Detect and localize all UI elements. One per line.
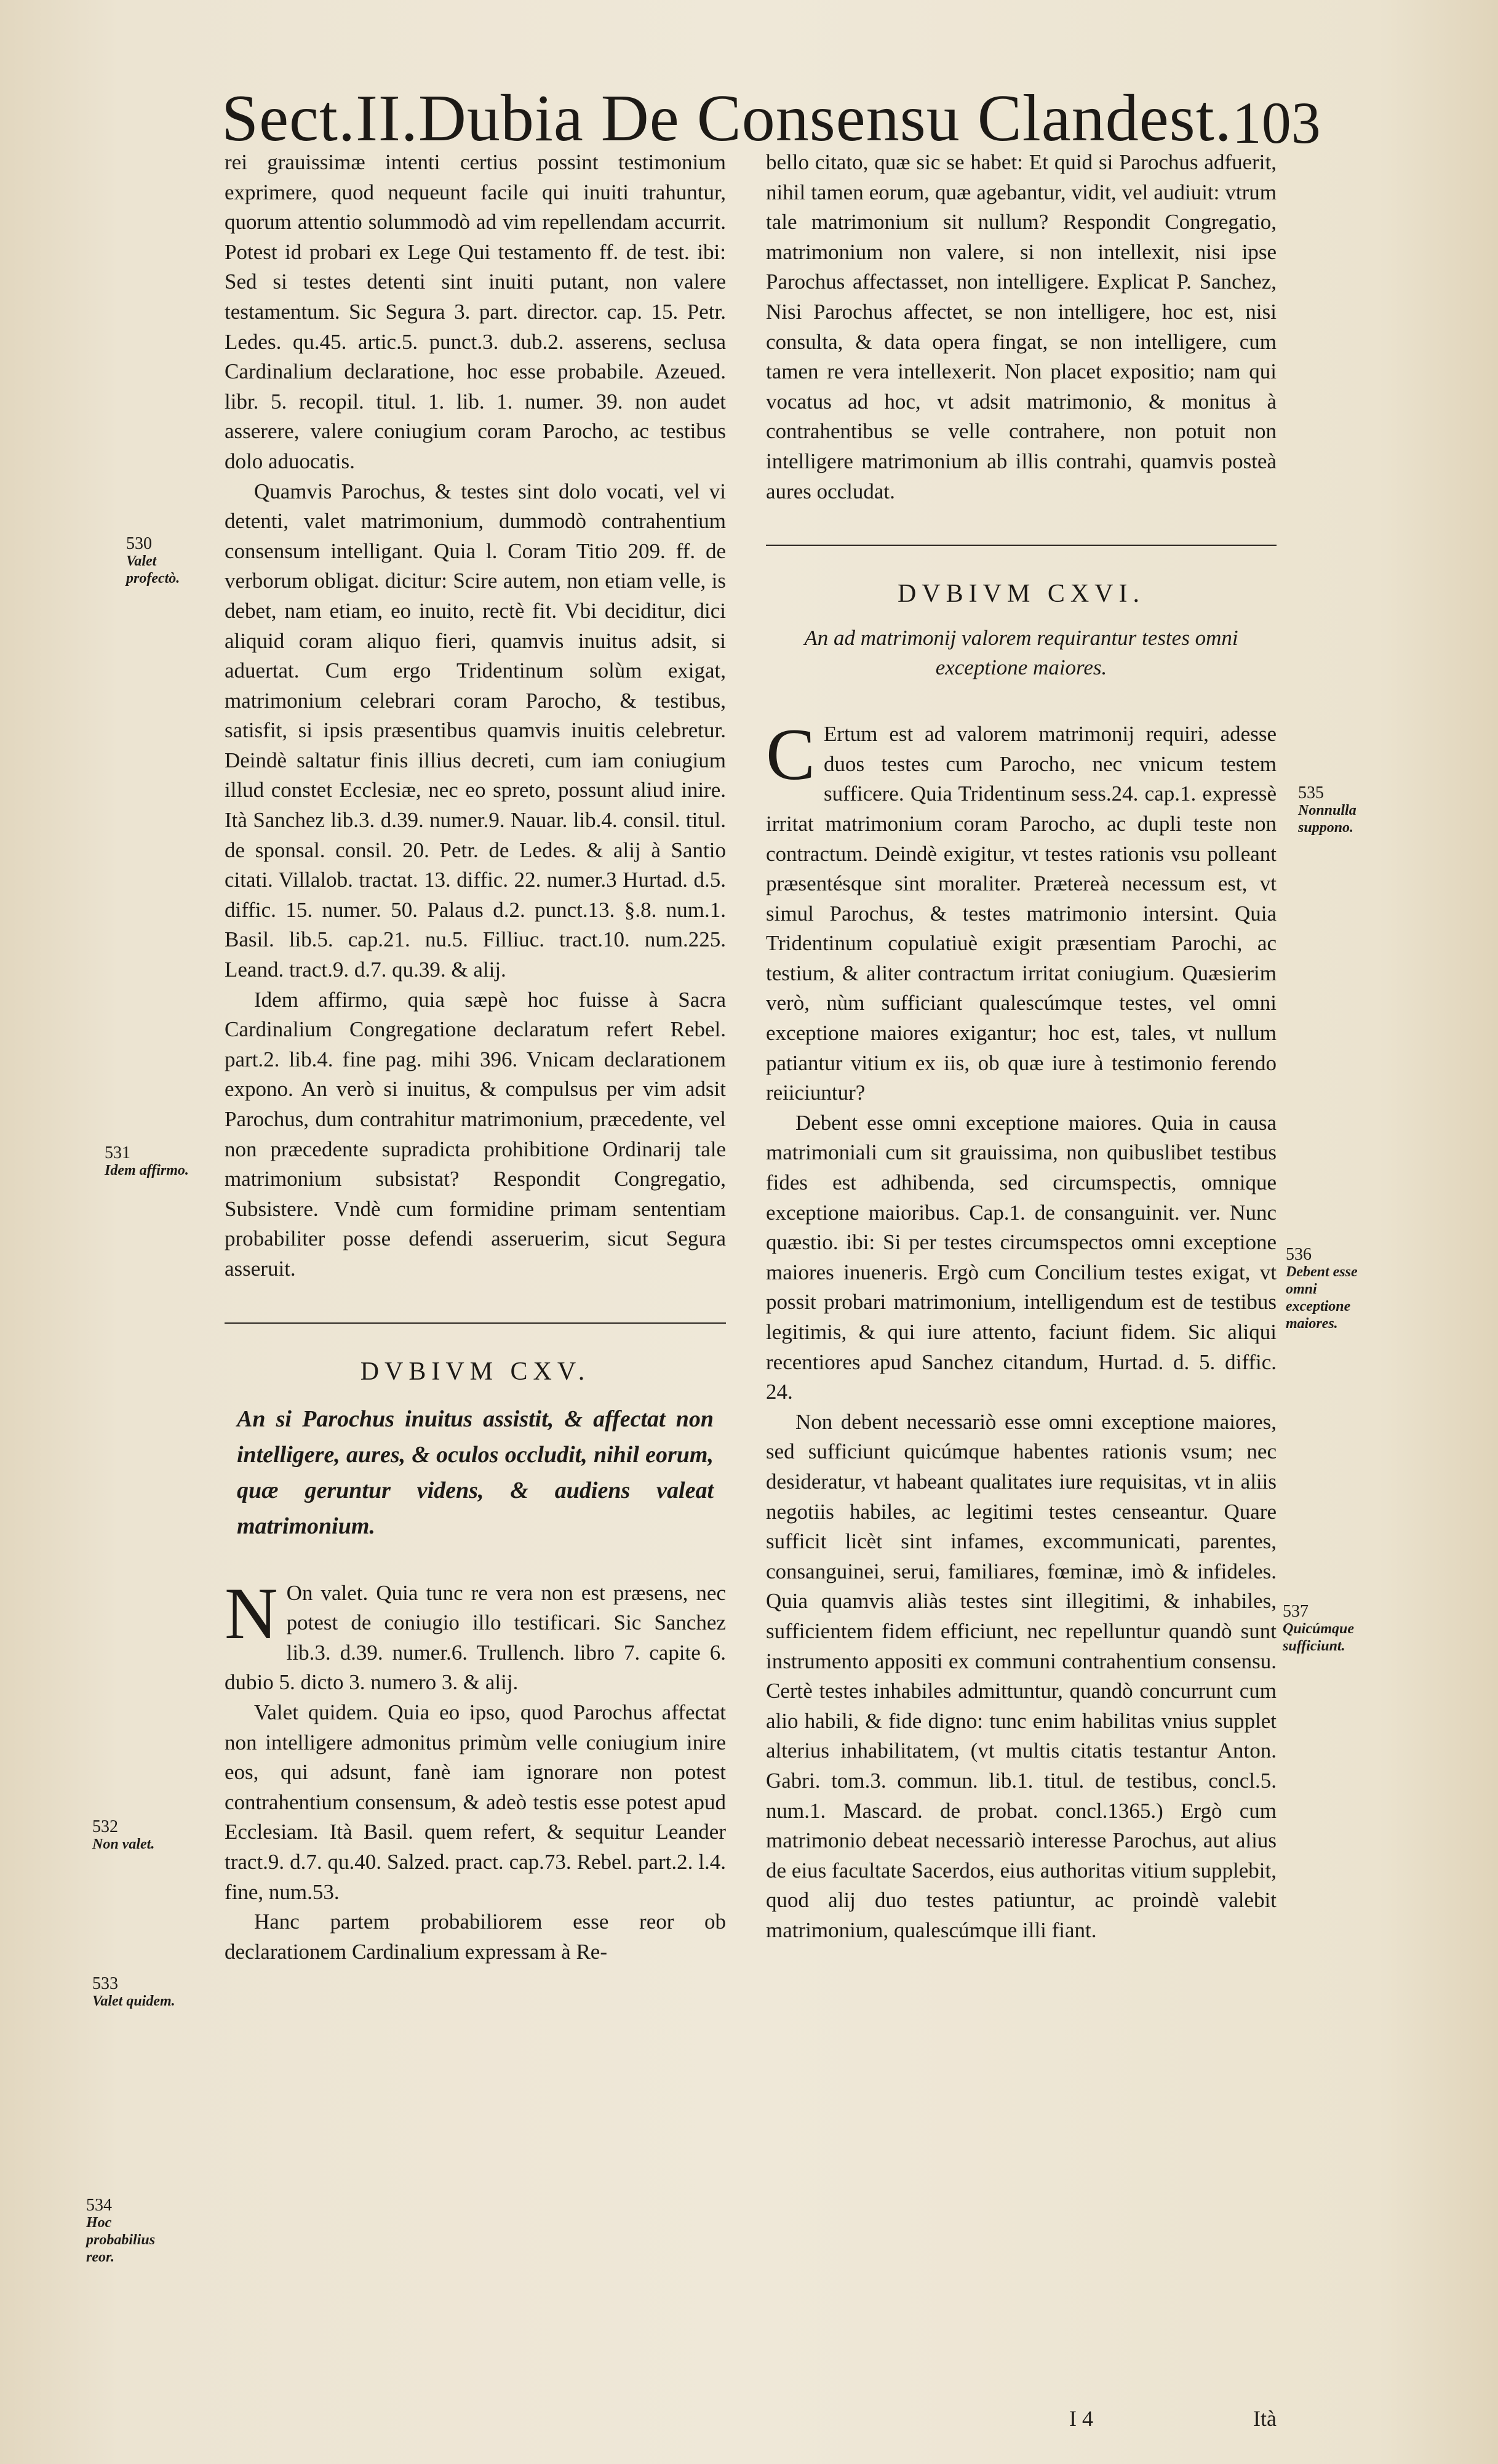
margin-note: 535 Nonnulla suppono.	[1298, 783, 1357, 836]
margin-note: 536 Debent esse omni exceptione maiores.	[1286, 1245, 1358, 1332]
paragraph: bello citato, quæ sic se habet: Et quid si Parochus adfuerit, nihil tamen eorum, quæ agebantur, vidit, vel audiuit: vtrum tale matrimonium sit nullum? Respondit Congregatio, matrimonium non valere, si non intellexit, nisi ipse Parochus affectasset, non intelligere. Explicat P. Sanchez, Nisi Parochus affectet, se non intelligere, hoc est, nisi consulta, & data opera fingat, se non intelligere, cum tamen re vera intellexerit. Non placet expositio; nam qui vocatus ad hoc, vt adsit matrimonio, & monitus à contrahentibus se velle contrahere, non potuit non intelligere matrimonium ab illis contrahi, quamvis posteà aures occludat.	[766, 150, 1277, 503]
left-column	[225, 148, 726, 1967]
page-number: 103	[1232, 90, 1321, 156]
margin-note: 534 Hoc probabilius reor.	[86, 2196, 156, 2265]
paragraph: Non debent necessariò esse omni exceptione maiores, sed sufficiunt quicúmque habentes rationis vsum; nec desideratur, vt habeant qualitates iure requisitas, vt in aliis negotiis habiles, ac legitimi testes censeantur. Quare sufficit licèt sint infames, excommunicati, parentes, consanguinei, serui, familiares, fœminæ, imò & infideles. Quia quamvis aliàs testes sint illegitimi, & inhabiles, sufficientem fidem efficiunt, nec repelluntur quandò sunt instrumento appositi ex communi contrahentium consensu. Certè testes inhabiles admittuntur, quandò concurrunt cum alio habili, & fide digno: tunc enim habilitas vnius supplet alterius inhabilitatem, (vt multis citatis testantur Anton. Gabri. tom.3. commun. lib.1. titul. de testibus, concl.5. num.1. Mascard. de probat. concl.1365.) Ergò cum matrimonio debeat necessariò interesse Parochus, aut alius de eius facultate Sacerdos, eius authoritas vitium supplebit, quod alij duo testes patiuntur, ac proindè valebit matrimonium, qualescúmque illi fiant.	[766, 1409, 1277, 1942]
paragraph	[225, 1572, 726, 1698]
page-footer	[766, 2400, 1277, 2437]
margin-note: 532 Non valet.	[92, 1817, 155, 1852]
paragraph-text: On valet. Quia tunc re vera non est præsens, nec potest de coniugio illo testificari. Sic Sanchez lib.3. d.39. numer.6. Trullench. libro 7. capite 6. dubio 5. dicto 3. numero 3. & alij.	[225, 1580, 726, 1695]
paragraph	[766, 713, 1277, 1108]
paragraph-text: Ertum est ad valorem matrimonij requiri, adesse duos testes cum Parocho, nec vnicum testem sufficere. Quia Tridentinum sess.24. cap.1. expressè irritat matrimonium coram Parocho, ac dupli teste non contractum. Deindè exigitur, vt testes rationis vsu polleant præsentésque sint moraliter. Prætereà necessum est, vt simul Parochus, & testes matrimonio intersint. Quia Tridentinum copulatiuè exigit præsentiam Parochi, ac testium, & aliter contractum irritat coniugium. Quæsierim verò, nùm sufficiant qualescúmque testes, vel omni exceptione maiores exigantur; hoc est, tales, vt nullum patiantur vitium ex iis, ob quæ iure à testimonio ferendo reiiciuntur?	[766, 722, 1277, 1105]
dubium-question: An ad matrimonij valorem requirantur testes omni exceptione maiores.	[804, 626, 1238, 680]
running-title: Sect.II.Dubia De Consensu Clandest.	[221, 82, 1232, 155]
margin-note: 537 Quicúmque sufficiunt.	[1283, 1602, 1355, 1654]
catchword: Ità	[1253, 2406, 1277, 2431]
section-divider	[766, 545, 1277, 546]
drop-cap: C	[766, 713, 816, 796]
paragraph: Quamvis Parochus, & testes sint dolo vocati, vel vi detenti, valet matrimonium, dummodò contrahentium consensum intelligant. Quia l. Coram Titio 209. ff. de verborum obligat. dicitur: Scire autem, non etiam velle, is debet, nam etiam, eo inuito, rectè fit. Vbi deciditur, dici aliquid coram aliquo fieri, quamvis inuitus adsit, si aduertat. Cum ergo Tridentinum solùm exigat, matrimonium celebrari coram Parocho, & testibus, satisfit, si ipsis præsentibus quamvis inuitis celebretur. Deindè saltatur finis illius decreti, cum iam coniugium illud constet Ecclesiæ, nec eo spreto, possunt aliud inire. Ità Sanchez lib.3. d.39. numer.9. Nauar. lib.4. consil. titul. de sponsal. consil. 20. Petr. de Ledes. & alij à Santio citati. Villalob. tractat. 13. diffic. 22. numer.3 Hurtad. d.5. diffic. 15. numer. 50. Palaus d.2. punct.13. §.8. num.1. Basil. lib.5. cap.21. nu.5. Filliuc. tract.10. num.225. Leand. tract.9. d.7. qu.39. & alij.	[225, 479, 726, 982]
margin-note: 533 Valet quidem.	[92, 1974, 175, 2009]
running-header	[221, 65, 1321, 157]
paragraph: Debent esse omni exceptione maiores. Quia in causa matrimoniali cum sit grauissima, non quibuslibet testibus fides est adhibenda, sed circumspectis, omnique exceptione maioribus. Cap.1. de consanguinit. ver. Nunc quæstio. ibi: Si per testes circumspectos omni exceptione maiores inueneris. Ergò cum Concilium testes exigat, vt possit probari matrimonium, intelligendum est de testibus legitimis, & qui iure attento, faciunt fidem. Sic aliqui recentiores apud Sanchez citandum, Hurtad. d. 5. diffic. 24.	[766, 1110, 1277, 1404]
drop-cap: N	[225, 1572, 278, 1654]
paragraph: Idem affirmo, quia sæpè hoc fuisse à Sacra Cardinalium Congregatione declaratum refert Rebel. part.2. lib.4. fine pag. mihi 396. Vnicam declarationem expono. An verò si inuitus, & compulsus per vim adsit Parochus, dum contrahitur matrimonium, præcedente, vel non præcedente supradicta prohibitione Ordinarij tale matrimonium subsistat? Respondit Congregatio, Subsistere. Vndè cum formidine primam sententiam probabiliter posse defendi asseruerim, sicut Segura asseruit.	[225, 987, 726, 1281]
paragraph: Valet quidem. Quia eo ipso, quod Parochus affectat non intelligere admonitus primùm velle coniugium inire eos, qui adsunt, fanè iam ignorare non potest contrahentium consensum, & adeò testis esse potest apud Ecclesiam. Ità Basil. quem refert, & sequitur Leander tract.9. d.7. qu.40. Salzed. pract. cap.73. Rebel. part.2. l.4. fine, num.53.	[225, 1700, 726, 1904]
dubium-heading: DVBIVM CXVI.	[898, 580, 1145, 609]
paragraph: rei grauissimæ intenti certius possint testimonium exprimere, quod nequeunt facile qui inuiti trahuntur, quorum attentio solummodò ad vim repellendam accurrit. Potest id probari ex Lege Qui testamento ff. de test. ibi: Sed si testes detenti sint inuiti putant, non valere testamentum. Sic Segura 3. part. director. cap. 15. Petr. Ledes. qu.45. artic.5. punct.3. dub.2. asserens, seclusa Cardinalium declaratione, hoc esse probabile. Azeued. libr. 5. recopil. titul. 1. lib. 1. numer. 39. non audet asserere, valere coniugium coram Parocho, ac testibus dolo aduocatis.	[225, 150, 726, 473]
dubium-question: An si Parochus inuitus assistit, & affectat non intelligere, aures, & oculos occludit, nihil eorum, quæ geruntur videns, & audiens valeat matrimonium.	[237, 1406, 714, 1539]
right-column	[766, 148, 1277, 1945]
margin-note: 530 Valet profectò.	[126, 534, 180, 586]
paragraph: Hanc partem probabiliorem esse reor ob declarationem Cardinalium expressam à Re-	[225, 1910, 726, 1964]
dubium-heading: DVBIVM CXV.	[360, 1357, 591, 1386]
signature-mark: I 4	[1069, 2406, 1094, 2431]
section-divider	[225, 1322, 726, 1324]
margin-note: 531 Idem affirmo.	[105, 1143, 189, 1178]
